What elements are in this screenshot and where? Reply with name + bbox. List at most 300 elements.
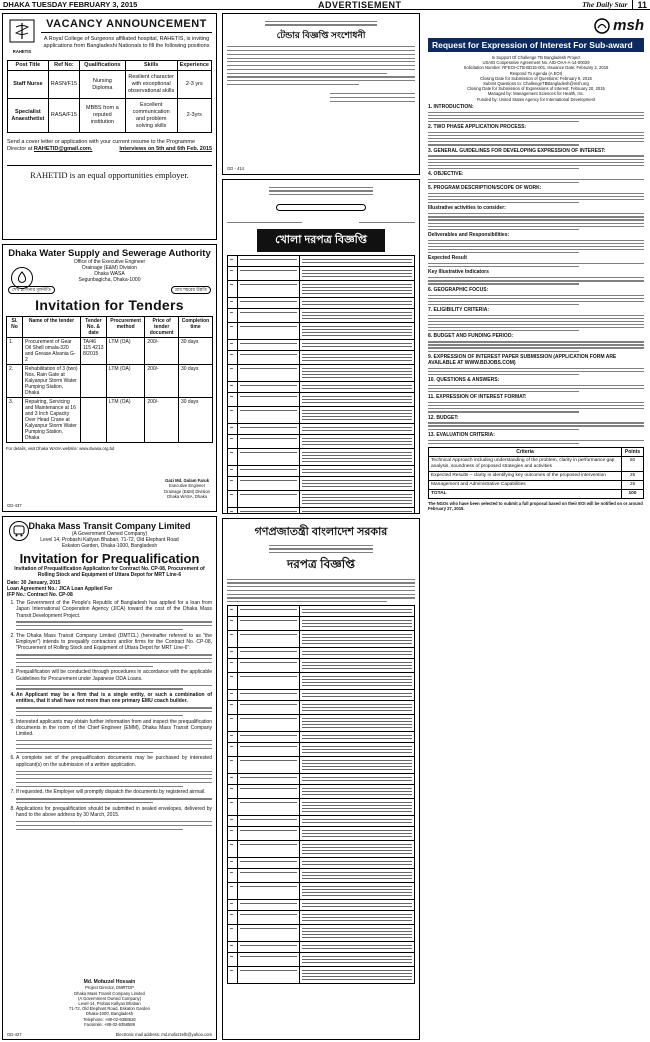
list-item: 7. If requested, the Employer will promptly dispatch the documents by registered airmail. — [16, 789, 212, 795]
msh-section-heading: 12. BUDGET: — [428, 414, 459, 421]
rahetis-logo — [7, 18, 37, 54]
cell — [228, 297, 238, 308]
msh-section-heading: 13. EVALUATION CRITERIA: — [428, 431, 495, 438]
wasa-table — [6, 316, 213, 443]
cell: MBBS from a reputed institution — [80, 99, 126, 133]
table-row — [228, 507, 415, 514]
cell — [228, 841, 238, 858]
bn-open-tender-table — [227, 255, 415, 514]
vacancy-title: VACANCY ANNOUNCEMENT — [41, 18, 212, 33]
cell — [238, 465, 300, 476]
cell — [238, 659, 300, 673]
cell — [238, 322, 300, 339]
msh-section-heading: 2. TWO PHASE APPLICATION PROCESS: — [428, 124, 527, 131]
cell — [238, 507, 300, 514]
cell — [238, 308, 300, 322]
table-row — [228, 280, 415, 297]
wasa-invitation: Invitation for Tenders — [35, 297, 184, 313]
cell — [228, 448, 238, 465]
cell — [300, 617, 415, 631]
cell: Management and Administrative Capabilities — [429, 480, 622, 489]
table-row — [228, 406, 415, 423]
table-row — [228, 297, 415, 308]
table-row — [228, 743, 415, 757]
cell — [300, 715, 415, 732]
cell — [238, 406, 300, 423]
msh-section-heading: 1. INTRODUCTION: — [428, 103, 474, 110]
msh-section-heading: 7. ELIGIBILITY CRITERIA: — [428, 306, 490, 313]
wasa-logo — [11, 267, 33, 289]
cell — [300, 967, 415, 984]
bn-govt-table — [227, 605, 415, 984]
bn-open-tender-title: খোলা দরপত্র বিজ্ঞপ্তি — [257, 229, 385, 252]
dmtc-signer-addr-3: Dhaka-1000, Bangladesh — [85, 1011, 134, 1017]
table-row — [228, 732, 415, 743]
cell: LTM (OA) — [106, 365, 144, 398]
cell — [300, 827, 415, 841]
cell — [238, 381, 300, 392]
cell — [300, 841, 415, 858]
bn-tender-amendment — [222, 13, 420, 175]
cell — [228, 381, 238, 392]
wasa-address: Segunbagicha, Dhaka-1000 — [78, 277, 141, 283]
msh-section-heading: Deliverables and Responsibilities: — [428, 231, 510, 238]
dmtc-address-1: Level 14, Probashi Kallyan Bhaban, 71-72, Old Elephant Road — [40, 537, 179, 543]
table-row — [228, 785, 415, 799]
cell — [238, 858, 300, 869]
table-row — [228, 308, 415, 322]
cell — [300, 448, 415, 465]
cell — [238, 774, 300, 785]
msh-eoi-ad — [424, 13, 648, 1040]
table-row — [228, 953, 415, 967]
cell — [228, 322, 238, 339]
cell — [300, 322, 415, 339]
table-row — [228, 322, 415, 339]
table-row — [228, 339, 415, 350]
train-icon — [12, 525, 26, 537]
dmtc-signer-addr-1: Level-14, Probas Kallyan Bhaban — [78, 1000, 141, 1006]
bn-open-tender — [222, 179, 420, 514]
vacancy-table — [7, 60, 212, 133]
cell — [228, 364, 238, 381]
cell — [228, 648, 238, 659]
table-row — [228, 490, 415, 507]
list-item: 2. The Dhaka Mass Transit Company Limited (DMTCL) (hereinafter referred to as "the Employer") intends to prequalify contractors and/or firms for the Contract No. CP-08, "Procurement of Rolling Stock and Equipment of Uttara Depot for MRT Line-6". — [16, 633, 212, 652]
table-row — [429, 489, 644, 498]
cell — [300, 381, 415, 392]
cell — [228, 490, 238, 507]
cell — [300, 308, 415, 322]
table-row — [228, 631, 415, 648]
table-row — [228, 255, 415, 266]
dmtc-org: Dhaka Mass Transit Company Limited — [28, 521, 191, 531]
cell: 200/- — [145, 365, 179, 398]
cell: RASN/F15 — [48, 71, 79, 99]
table-row — [429, 456, 644, 471]
cell: Staff Nurse — [8, 71, 49, 99]
msh-intro-line: Solicitation Number: RFEOI-CTB-BD15-001, Issuance Date: February 2, 2015 — [463, 65, 609, 71]
criteria-header — [429, 447, 644, 456]
cell: TOTAL — [429, 489, 622, 498]
cell — [228, 434, 238, 448]
cell — [300, 799, 415, 816]
msh-section-heading: 6. GEOGRAPHIC FOCUS: — [428, 286, 489, 293]
col-skills: Skills — [125, 61, 177, 71]
cell — [228, 757, 238, 774]
cell — [238, 297, 300, 308]
table-row — [228, 465, 415, 476]
msh-section-heading: 5. PROGRAM DESCRIPTION/SCOPE OF WORK: — [428, 185, 542, 192]
cell — [300, 434, 415, 448]
bn-govt-title: গণপ্রজাতন্ত্রী বাংলাদেশ সরকার — [254, 526, 388, 538]
cell — [228, 406, 238, 423]
list-item: 4. An Applicant may be a firm that is a single entity, or such a combination of entities, that it shall have not more than one primary EMU coach builder. — [16, 692, 212, 705]
cell — [228, 827, 238, 841]
table-row — [429, 480, 644, 489]
list-item: 3. Prequalification will be conducted through procedures in accordance with the applicable Guidelines for Procurement under Japanese ODA Loans. — [16, 669, 212, 682]
cell — [300, 507, 415, 514]
table-row — [228, 827, 415, 841]
cell — [228, 507, 238, 514]
cell — [228, 631, 238, 648]
col-post: Post Title — [8, 61, 49, 71]
msh-brand: msh — [613, 17, 644, 34]
cell — [238, 883, 300, 900]
cell — [228, 785, 238, 799]
cell — [238, 816, 300, 827]
cell — [300, 423, 415, 434]
dmtc-signer-title: Project Director, DMRTDP — [85, 985, 134, 991]
table-row — [8, 71, 212, 99]
dmtc-signer-org: Dhaka Mass Transit Company Limited — [74, 990, 145, 996]
cell — [228, 967, 238, 984]
table-row — [228, 869, 415, 883]
dmtc-subtitle-2: Rolling Stock and Equipment of Uttara Depot for MRT Line-6 — [37, 572, 182, 578]
list-item: 6. A complete set of the prequalification documents may be purchased by interested applicant(s) on the submission of a written application. — [16, 755, 212, 768]
cell — [228, 280, 238, 297]
cell — [238, 953, 300, 967]
page-header — [0, 0, 650, 10]
interview-dates: Interviews on 5th and 6th Feb. 2015 — [119, 146, 212, 153]
cell — [300, 785, 415, 799]
cell — [228, 266, 238, 280]
cell: Specialist Anaesthetist — [8, 99, 49, 133]
table-row — [228, 392, 415, 406]
table-row — [228, 266, 415, 280]
bn-amend-title: টেন্ডার বিজ্ঞপ্তি সংশোধনী — [276, 30, 366, 41]
table-row — [228, 942, 415, 953]
cell — [238, 925, 300, 942]
table-row — [228, 911, 415, 925]
criteria-table — [428, 447, 644, 499]
caduceus-icon — [8, 18, 36, 44]
cell — [238, 434, 300, 448]
dmtc-ifp: IFP No.: Contract No. CP-08 — [7, 592, 73, 598]
cell — [300, 364, 415, 381]
col-points: Points — [622, 447, 644, 456]
msh-intro-line: Managed by: Management Sciences for Health, Inc. — [487, 91, 585, 97]
cell — [238, 448, 300, 465]
cell — [228, 606, 238, 617]
col-name: Name of the tender — [23, 317, 81, 338]
cell: LTM (OA) — [106, 338, 144, 365]
wasa-office: Office of the Executive Engineer — [73, 259, 146, 265]
cell: 200/- — [145, 398, 179, 443]
col-sl: Sl. No — [7, 317, 23, 338]
cell — [238, 392, 300, 406]
table-row — [7, 365, 213, 398]
cell — [228, 900, 238, 911]
cell: 30 days — [178, 398, 212, 443]
dmtc-loan: Loan Agreement No.: JICA Loan Applied For — [7, 586, 113, 592]
cell — [238, 617, 300, 631]
cell — [228, 465, 238, 476]
cell — [300, 883, 415, 900]
col-qualifications: Qualifications — [80, 61, 126, 71]
cell — [300, 869, 415, 883]
table-row — [228, 967, 415, 984]
header-section: ADVERTISEMENT — [317, 0, 402, 10]
apply-email-link[interactable]: RAHETID@gmail.com. — [33, 146, 93, 153]
msh-section-heading: 9. EXPRESSION OF INTEREST PAPER SUBMISSION (APPLICATION FORM ARE AVAILABLE AT WWW.BDJOBS.COM) — [428, 353, 617, 366]
cell — [238, 255, 300, 266]
msh-section-heading: 10. QUESTIONS & ANSWERS: — [428, 376, 500, 383]
cell — [300, 673, 415, 690]
paper-name: The Daily Star — [582, 0, 628, 9]
wasa-footnote: For details, visit Dhaka WASA website: www.dwasa.org.bd — [6, 446, 115, 451]
cell — [238, 869, 300, 883]
cell — [238, 266, 300, 280]
cell — [228, 255, 238, 266]
cell — [228, 673, 238, 690]
cell — [228, 659, 238, 673]
table-row — [228, 659, 415, 673]
cell — [238, 701, 300, 715]
cell — [228, 339, 238, 350]
cell — [300, 490, 415, 507]
water-drop-icon — [15, 271, 29, 285]
wasa-tender-ad — [2, 244, 217, 512]
cell — [228, 925, 238, 942]
table-row — [228, 673, 415, 690]
vacancy-intro: A Royal College of Surgeons affiliated hospital, RAHETIS, is inviting applications from Bangladeshi Nationals to fill the following positions — [43, 36, 210, 49]
cell — [228, 953, 238, 967]
cell — [238, 423, 300, 434]
cell — [300, 816, 415, 827]
col-experience: Experience — [177, 61, 211, 71]
cell: Expected Results – clarity in identifying key outcomes of the proposed intervention — [429, 471, 622, 480]
cell — [300, 942, 415, 953]
cell — [300, 732, 415, 743]
dmtc-signer: Md. Mofazzel Hossain — [83, 979, 136, 986]
bn-govt-tender — [222, 518, 420, 1040]
cell — [300, 659, 415, 673]
cell — [300, 631, 415, 648]
cell — [300, 953, 415, 967]
cell — [228, 743, 238, 757]
cell — [228, 423, 238, 434]
bn-slogan-pill — [276, 204, 366, 211]
bn-govt-notice: দরপত্র বিজ্ঞপ্তি — [286, 556, 356, 571]
cell — [238, 673, 300, 690]
cell — [300, 350, 415, 364]
table-row — [228, 883, 415, 900]
cell — [238, 732, 300, 743]
cell: 2-3 yrs — [177, 71, 211, 99]
list-item: 5. Interested applicants may obtain further information from and inspect the prequalification documents in the room of the Chief Engineer (EMM), Dhaka Mass Transit Company Limited. — [16, 719, 212, 738]
dmtc-date: Date: 30 January, 2015 — [7, 580, 61, 586]
cell — [228, 476, 238, 490]
apply-note — [7, 139, 212, 153]
msh-intro-line: Submit Questions to: ChallengeTBBangladesh@msh.org — [483, 81, 589, 87]
table-row — [228, 757, 415, 774]
cell — [238, 364, 300, 381]
cell — [300, 297, 415, 308]
logo-text: RAHETIS — [12, 49, 32, 54]
msh-intro — [428, 55, 644, 102]
cell — [238, 841, 300, 858]
wasa-slogan-right: গ্রাম শহরের উন্নতি — [171, 286, 211, 294]
dmtc-items — [7, 600, 212, 830]
table-row — [228, 841, 415, 858]
cell — [228, 869, 238, 883]
cell — [300, 266, 415, 280]
table-row — [429, 471, 644, 480]
msh-section-heading: 3. GENERAL GUIDELINES FOR DEVELOPING EXPRESSION OF INTEREST: — [428, 147, 606, 154]
cell — [228, 799, 238, 816]
col-price: Price of tender document — [145, 317, 179, 338]
cell: Resilient character with exceptional observational skills — [125, 71, 177, 99]
msh-intro-line: Closing Date for Submission of Expressions of Interest: February 20, 2015 — [467, 86, 605, 92]
table-row — [228, 476, 415, 490]
wasa-signer-division: Drainage (E&M) Division — [164, 488, 210, 494]
cell — [238, 606, 300, 617]
vacancy-footer — [7, 165, 212, 180]
col-completion: Completion time — [178, 317, 212, 338]
cell: RASA/F15 — [48, 99, 79, 133]
cell — [300, 757, 415, 774]
page-number: 11 — [632, 0, 647, 10]
cell — [238, 648, 300, 659]
cell — [300, 255, 415, 266]
cell — [228, 690, 238, 701]
cell — [238, 799, 300, 816]
msh-sections — [428, 104, 644, 444]
cell — [228, 883, 238, 900]
vacancy-table-header — [8, 61, 212, 71]
table-row — [228, 617, 415, 631]
table-row — [228, 448, 415, 465]
cell — [300, 476, 415, 490]
dmtc-tel: Telephone: +88-02-9358626 — [83, 1016, 136, 1022]
cell: 100 — [622, 489, 644, 498]
cell: 25 — [622, 480, 644, 489]
dmtc-footer — [7, 1032, 212, 1037]
cell: 2. — [7, 365, 23, 398]
msh-emblem-icon — [594, 18, 610, 34]
cell — [228, 911, 238, 925]
header-date: DHAKA TUESDAY FEBRUARY 3, 2015 — [3, 0, 138, 9]
cell — [238, 350, 300, 364]
table-row — [228, 648, 415, 659]
cell — [238, 490, 300, 507]
dmtc-address-2: Eskaton Garden, Dhaka-1000, Bangladesh — [61, 543, 158, 549]
cell: TA/46 115 4213 8/2015 — [81, 338, 107, 365]
cell — [228, 732, 238, 743]
wasa-ref: GD-437 — [7, 502, 22, 508]
list-item: 1. The Government of the People's Republic of Bangladesh has applied for a loan from Japan International Cooperation Agency (JICA) toward the cost of the Dhaka Mass Transit Development Project. — [16, 600, 212, 619]
cell — [228, 308, 238, 322]
cell — [238, 967, 300, 984]
cell: Excellent communication and problem solving skills — [125, 99, 177, 133]
col-ref: Ref No: — [48, 61, 79, 71]
cell — [238, 690, 300, 701]
cell — [228, 858, 238, 869]
cell — [300, 925, 415, 942]
table-row — [228, 350, 415, 364]
header-right — [582, 0, 647, 10]
cell — [228, 701, 238, 715]
cell — [228, 392, 238, 406]
cell — [81, 398, 107, 443]
table-row — [228, 606, 415, 617]
dmtc-ad — [2, 516, 217, 1040]
dmtc-signature — [3, 979, 216, 1027]
cell — [228, 715, 238, 732]
cell — [238, 785, 300, 799]
col-method: Procurement method — [106, 317, 144, 338]
dmtc-email: Electronic mail address: md.mofazzelh@yahoo.com — [115, 1031, 212, 1037]
wasa-signer: Gazi Md. Golam Faruk — [165, 478, 210, 484]
wasa-slogan-left: শেখ হাসিনার মূলনীতি — [8, 286, 55, 294]
cell: Technical Approach including understanding of the problem, clarity in performance gap analysis, soundness of proposed strategies and activities — [429, 456, 622, 471]
msh-section-heading: Expected Result — [428, 255, 467, 262]
cell — [81, 365, 107, 398]
cell: 30 days — [178, 365, 212, 398]
table-row — [228, 799, 415, 816]
cell — [238, 827, 300, 841]
wasa-division: Drainage (E&M) Division — [82, 265, 137, 271]
cell — [300, 858, 415, 869]
msh-title: Request for Expression of Interest For Sub-award — [428, 38, 644, 52]
table-row — [228, 434, 415, 448]
msh-intro-line: In Support Of Challenge TB Bangladesh Project — [491, 55, 581, 60]
cell: Rehabilitation of 3 (two) Nos. Rain Gate at Kalyanpur Storm Water Pumping Station, Dhaka — [23, 365, 81, 398]
msh-section-heading: 11. EXPRESSION OF INTEREST FORMAT: — [428, 394, 527, 401]
msh-section-heading: 8. BUDGET AND FUNDING PERIOD: — [428, 333, 514, 340]
msh-intro-line: Funded by: United States Agency for International Development — [476, 96, 596, 102]
msh-section-heading: 4. OBJECTIVE: — [428, 170, 464, 177]
cell — [300, 280, 415, 297]
cell: 2-3yrs — [177, 99, 211, 133]
dmtc-fax: Facsimile: +88-02-9358589 — [84, 1021, 135, 1027]
cell: 25 — [622, 471, 644, 480]
msh-intro-line: Respond To Agenda (A EOI) — [509, 70, 563, 76]
cell — [238, 942, 300, 953]
col-criteria: Criteria — [429, 447, 622, 456]
table-row — [228, 858, 415, 869]
wasa-table-header — [7, 317, 213, 338]
msh-closing-note: The NGOs who have been selected to submit a full proposal based on their EOI will be notified on or around February 27, 2015. — [428, 500, 643, 512]
table-row — [228, 423, 415, 434]
bn-amend-ref: GD - 414 — [227, 165, 244, 171]
cell — [238, 715, 300, 732]
table-row — [228, 925, 415, 942]
cell: 3. — [7, 398, 23, 443]
cell — [238, 900, 300, 911]
dmtc-signer-govt: (A Government Owned Company) — [77, 995, 142, 1001]
